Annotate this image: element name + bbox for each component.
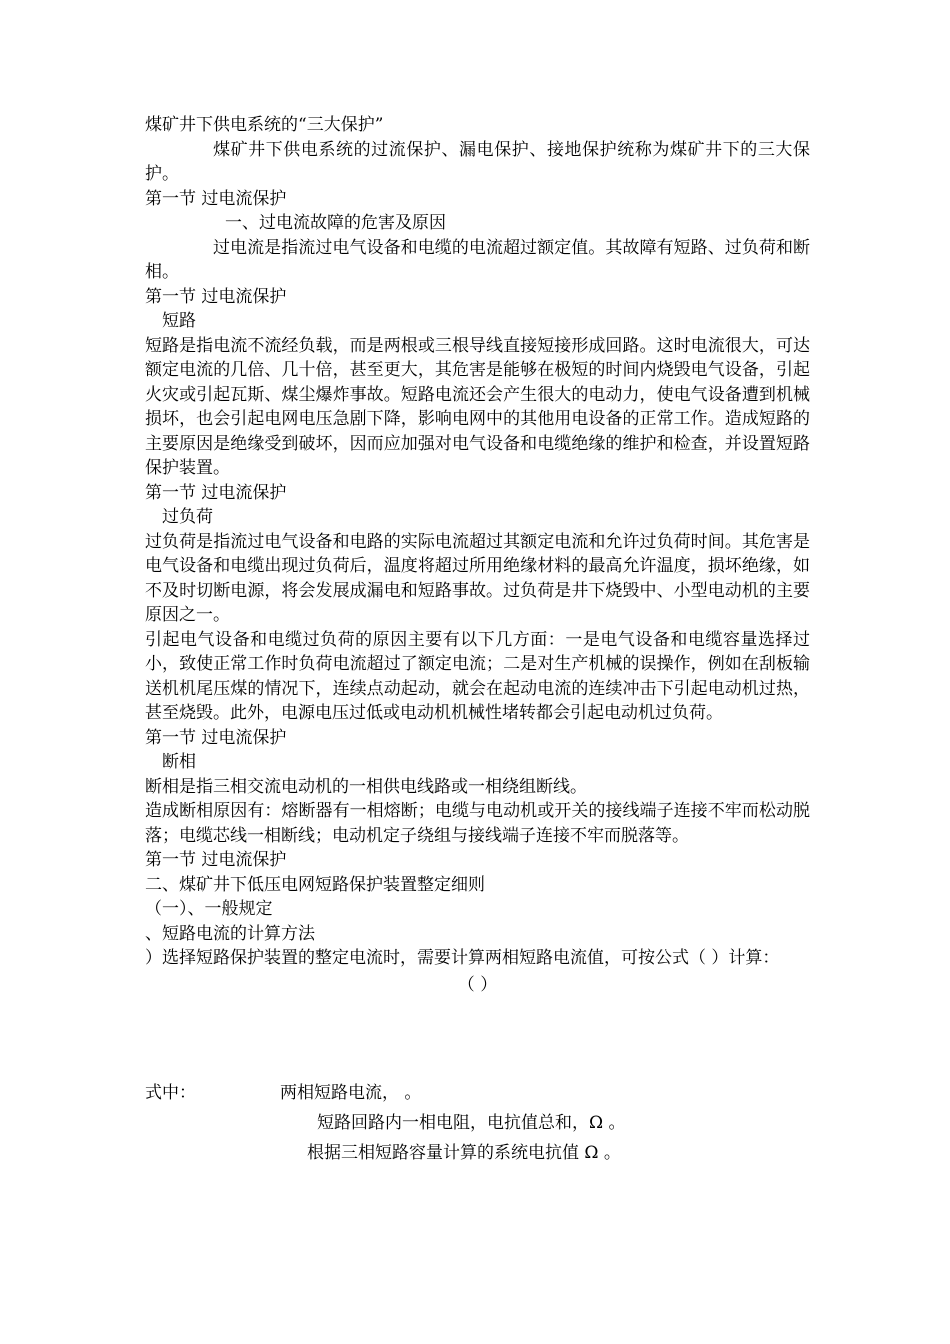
section-heading: 第一节 过电流保护 (145, 727, 287, 748)
phase-loss-causes-paragraph: 造成断相原因有：熔断器有一相熔断；电缆与电动机或开关的接线端子连接不牢而松动脱落；电缆芯线一相断线；电动机定子绕组与接线端子连接不牢而脱落等。 (145, 801, 810, 846)
overcurrent-paragraph: 过电流是指流过电气设备和电缆的电流超过额定值。其故障有短路、过负荷和断相。 (145, 237, 810, 282)
item-calculation-method: 、短路电流的计算方法 (145, 923, 315, 944)
overload-paragraph: 过负荷是指流过电气设备和电路的实际电流超过其额定电流和允许过负荷时间。其危害是电气设备和电缆出现过负荷后，温度将超过所用绝缘材料的最高允许温度，损坏绝缘，如不及时切断电源，将会发展成漏电和短路事故。过负荷是井下烧毁中、小型电动机的主要原因之一。 (145, 531, 810, 625)
subheading-hazards: 一、过电流故障的危害及原因 (225, 213, 446, 233)
formula-label: （ ） (457, 974, 498, 995)
section-heading: 第一节 过电流保护 (145, 286, 287, 307)
phase-loss-paragraph: 断相是指三相交流电动机的一相供电线路或一相绕组断线。 (145, 776, 587, 797)
section-heading: 第一节 过电流保护 (145, 188, 287, 209)
document-body (145, 113, 810, 1171)
intro-paragraph: 煤矿井下供电系统的过流保护、漏电保护、接地保护统称为煤矿井下的三大保护。 (145, 139, 810, 184)
short-circuit-paragraph: 短路是指电流不流经负载，而是两根或三根导线直接短接形成回路。这时电流很大，可达额定电流的几倍、几十倍，甚至更大，其危害是能够在极短的时间内烧毁电气设备，引起火灾或引起瓦斯、煤尘爆炸事故。短路电流还会产生很大的电动力，使电气设备遭到机械损坏，也会引起电网电压急剧下降，影响电网中的其他用电设备的正常工作。造成短路的主要原因是绝缘受到破坏，因而应加强对电气设备和电缆绝缘的维护和检查，并设置短路保护装置。 (145, 335, 810, 478)
short-circuit-label: 短路 (162, 311, 196, 331)
definition-resistance-reactance: 短路回路内一相电阻，电抗值总和，Ω 。 (317, 1113, 626, 1133)
phase-loss-label: 断相 (162, 752, 196, 772)
section-heading: 第一节 过电流保护 (145, 850, 287, 870)
item-calculation-paragraph: ）选择短路保护装置的整定电流时，需要计算两相短路电流值，可按公式（ ）计算： (145, 948, 780, 968)
overload-causes-paragraph: 引起电气设备和电缆过负荷的原因主要有以下几方面：一是电气设备和电缆容量选择过小，致使正常工作时负荷电流超过了额定电流；二是对生产机械的误操作，例如在刮板输送机机尾压煤的情况下，连续点动起动，就会在起动电流的连续冲击下引起电动机过热，甚至烧毁。此外，电源电压过低或电动机机械性堵转都会引起电动机过负荷。 (145, 629, 810, 723)
heading-general-rules: （一）、一般规定 (145, 899, 273, 919)
definition-two-phase-current: 两相短路电流， 。 (280, 1083, 422, 1103)
definition-system-reactance: 根据三相短路容量计算的系统电抗值 Ω 。 (307, 1143, 621, 1163)
definitions-lead: 式中： (145, 1083, 196, 1103)
document-title: 煤矿井下供电系统的“三大保护” (145, 115, 384, 135)
heading-protection-rules: 二、煤矿井下低压电网短路保护装置整定细则 (145, 874, 485, 895)
formula-definitions (145, 1081, 810, 1171)
overload-label: 过负荷 (162, 507, 213, 527)
section-heading: 第一节 过电流保护 (145, 482, 287, 503)
